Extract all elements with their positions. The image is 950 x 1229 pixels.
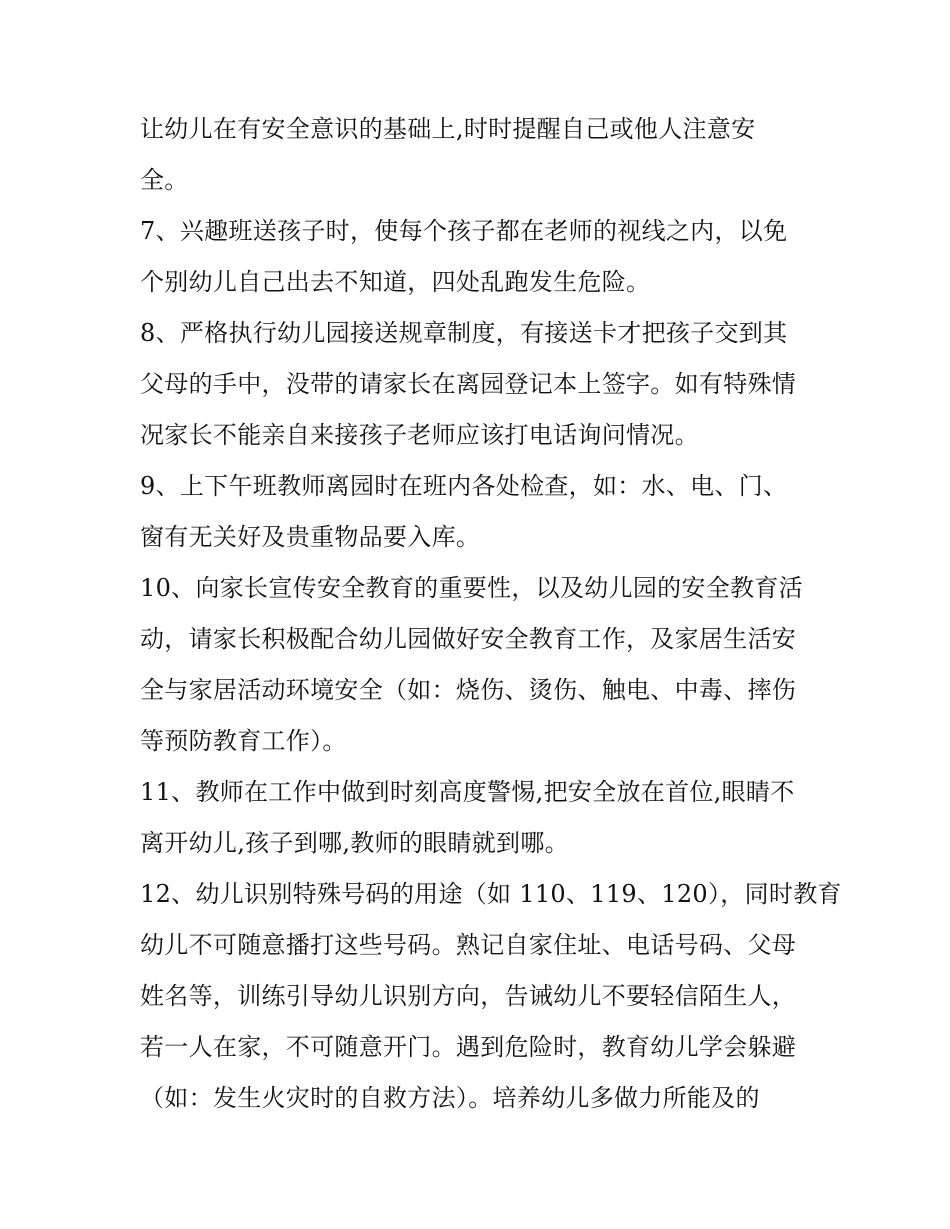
text-line: 若一人在家，不可随意开门。遇到危险时，教育幼儿学会躲避 xyxy=(140,1033,797,1061)
text-line: 等预防教育工作）。 xyxy=(140,727,347,755)
text-line: 全与家居活动环境安全（如：烧伤、烫伤、触电、中毒、摔伤 xyxy=(140,676,797,704)
text-line: 7、兴趣班送孩子时，使每个孩子都在老师的视线之内，以免 xyxy=(140,217,788,245)
text-line: 10、向家长宣传安全教育的重要性，以及幼儿园的安全教育活 xyxy=(140,574,803,602)
text-line: 况家长不能亲自来接孩子老师应该打电话询问情况。 xyxy=(140,421,699,449)
text-line: 8、严格执行幼儿园接送规章制度，有接送卡才把孩子交到其 xyxy=(140,319,788,347)
text-line: 父母的手中，没带的请家长在离园登记本上签字。如有特殊情 xyxy=(140,370,797,398)
text-line: 幼儿不可随意播打这些号码。熟记自家住址、电话号码、父母 xyxy=(140,931,797,959)
text-line: 个别幼儿自己出去不知道，四处乱跑发生危险。 xyxy=(140,268,651,296)
text-line: （如：发生火灾时的自救方法）。培养幼儿多做力所能及的 xyxy=(140,1084,760,1112)
text-line: 11、教师在工作中做到时刻高度警惕,把安全放在首位,眼睛不 xyxy=(140,778,795,806)
text-line: 动，请家长积极配合幼儿园做好安全教育工作，及家居生活安 xyxy=(140,625,797,653)
text-line: 9、上下午班教师离园时在班内各处检查，如：水、电、门、 xyxy=(140,472,788,500)
text-line: 让幼儿在有安全意识的基础上,时时提醒自己或他人注意安 xyxy=(140,115,756,143)
text-line: 全。 xyxy=(140,166,189,194)
text-line: 姓名等，训练引导幼儿识别方向，告诫幼儿不要轻信陌生人， xyxy=(140,982,797,1010)
text-line: 窗有无关好及贵重物品要入库。 xyxy=(140,523,481,551)
text-line: 离开幼儿,孩子到哪,教师的眼睛就到哪。 xyxy=(140,829,569,857)
text-line: 12、幼儿识别特殊号码的用途（如 110、119、120），同时教育 xyxy=(140,880,842,908)
document-body xyxy=(140,104,842,1124)
